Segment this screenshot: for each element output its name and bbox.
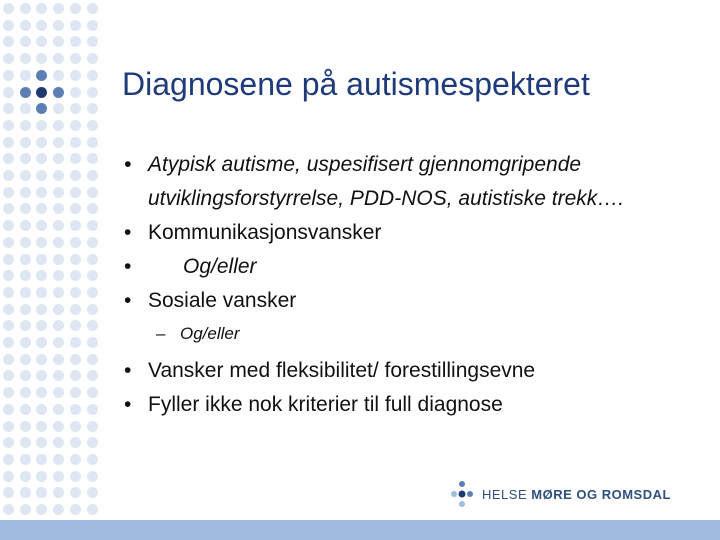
bullet-item: [118, 148, 698, 216]
pattern-dot: [3, 354, 14, 365]
pattern-dot: [3, 3, 14, 14]
pattern-dot: [87, 387, 98, 398]
pattern-dot: [36, 337, 47, 348]
pattern-dot: [20, 471, 31, 482]
pattern-dot: [70, 254, 81, 265]
pattern-dot: [70, 437, 81, 448]
pattern-dot: [53, 103, 64, 114]
pattern-dot: [70, 471, 81, 482]
pattern-dot: [36, 3, 47, 14]
pattern-dot: [3, 421, 14, 432]
pattern-dot: [3, 237, 14, 248]
pattern-dot: [87, 304, 98, 315]
pattern-dot: [70, 287, 81, 298]
pattern-dot: [70, 70, 81, 81]
pattern-dot: [70, 237, 81, 248]
pattern-dot: [53, 320, 64, 331]
pattern-dot: [87, 454, 98, 465]
pattern-dot: [53, 287, 64, 298]
pattern-dot: [3, 36, 14, 47]
pattern-dot: [53, 504, 64, 515]
logo-text: [482, 487, 671, 502]
pattern-dot: [87, 103, 98, 114]
pattern-dot: [70, 120, 81, 131]
pattern-dot: [20, 70, 31, 81]
bottom-bar: [0, 520, 720, 540]
pattern-dot: [53, 487, 64, 498]
bullet-item: [118, 284, 698, 318]
pattern-dot: [20, 487, 31, 498]
sub-bullet-item: [118, 320, 698, 348]
pattern-dot: [36, 103, 47, 114]
pattern-dot: [3, 220, 14, 231]
pattern-dot: [53, 53, 64, 64]
pattern-dot: [36, 203, 47, 214]
pattern-dot: [36, 137, 47, 148]
sub-bullet-mark: –: [156, 324, 166, 343]
pattern-dot: [20, 404, 31, 415]
pattern-dot: [87, 203, 98, 214]
slide-content: [118, 148, 698, 422]
pattern-dot: [70, 337, 81, 348]
pattern-dot: [3, 471, 14, 482]
pattern-dot: [36, 504, 47, 515]
pattern-dot: [36, 270, 47, 281]
pattern-dot: [70, 103, 81, 114]
pattern-dot: [87, 187, 98, 198]
pattern-dot: [87, 53, 98, 64]
pattern-dot: [36, 454, 47, 465]
pattern-dot: [87, 404, 98, 415]
pattern-dot: [53, 337, 64, 348]
pattern-dot: [20, 387, 31, 398]
pattern-dot: [36, 320, 47, 331]
pattern-dot: [53, 187, 64, 198]
pattern-dot: [53, 471, 64, 482]
bullet-item: [118, 388, 698, 422]
pattern-dot: [70, 370, 81, 381]
pattern-dot: [70, 320, 81, 331]
pattern-dot: [36, 387, 47, 398]
pattern-dot: [53, 421, 64, 432]
pattern-dot: [36, 471, 47, 482]
pattern-dot: [36, 70, 47, 81]
dot-pattern-decoration: [0, 0, 100, 520]
pattern-dot: [53, 370, 64, 381]
pattern-dot: [87, 254, 98, 265]
pattern-dot: [70, 187, 81, 198]
pattern-dot: [70, 504, 81, 515]
pattern-dot: [20, 287, 31, 298]
bullet-text: Og/eller: [183, 255, 257, 278]
pattern-dot: [70, 36, 81, 47]
pattern-dot: [87, 36, 98, 47]
pattern-dot: [53, 3, 64, 14]
pattern-dot: [20, 354, 31, 365]
bullet-item: [118, 250, 698, 284]
pattern-dot: [36, 153, 47, 164]
pattern-dot: [3, 53, 14, 64]
pattern-dot: [36, 287, 47, 298]
pattern-dot: [20, 237, 31, 248]
pattern-dot: [87, 471, 98, 482]
pattern-dot: [36, 170, 47, 181]
pattern-dot: [53, 304, 64, 315]
pattern-dot: [70, 53, 81, 64]
pattern-dot: [70, 304, 81, 315]
pattern-dot: [36, 254, 47, 265]
pattern-dot: [3, 304, 14, 315]
pattern-dot: [20, 504, 31, 515]
pattern-dot: [53, 387, 64, 398]
pattern-dot: [87, 320, 98, 331]
pattern-dot: [20, 87, 31, 98]
pattern-dot: [70, 87, 81, 98]
pattern-dot: [53, 354, 64, 365]
sub-bullet-text: Og/eller: [180, 324, 240, 343]
pattern-dot: [87, 354, 98, 365]
pattern-dot: [3, 270, 14, 281]
pattern-dot: [3, 20, 14, 31]
pattern-dot: [20, 53, 31, 64]
bullet-text: Fyller ikke nok kriterier til full diagnose: [148, 393, 503, 416]
logo-text-region: MØRE OG ROMSDAL: [531, 486, 671, 502]
pattern-dot: [87, 437, 98, 448]
pattern-dot: [20, 203, 31, 214]
pattern-dot: [87, 237, 98, 248]
slide-title: Diagnosene på autismespekteret: [122, 66, 590, 102]
pattern-dot: [20, 103, 31, 114]
pattern-dot: [87, 337, 98, 348]
pattern-dot: [3, 254, 14, 265]
pattern-dot: [53, 220, 64, 231]
logo-text-helse: HELSE: [482, 486, 532, 502]
pattern-dot: [3, 387, 14, 398]
bullet-item: [118, 354, 698, 388]
pattern-dot: [3, 370, 14, 381]
pattern-dot: [87, 504, 98, 515]
pattern-dot: [36, 404, 47, 415]
pattern-dot: [36, 437, 47, 448]
pattern-dot: [70, 20, 81, 31]
pattern-dot: [3, 504, 14, 515]
pattern-dot: [70, 203, 81, 214]
pattern-dot: [20, 437, 31, 448]
pattern-dot: [53, 454, 64, 465]
pattern-dot: [20, 120, 31, 131]
pattern-dot: [70, 454, 81, 465]
pattern-dot: [70, 153, 81, 164]
pattern-dot: [20, 3, 31, 14]
pattern-dot: [70, 487, 81, 498]
pattern-dot: [3, 454, 14, 465]
bullet-text: Vansker med fleksibilitet/ forestillingsevne: [148, 359, 536, 382]
pattern-dot: [70, 387, 81, 398]
pattern-dot: [87, 20, 98, 31]
bullet-mark: •: [124, 153, 132, 176]
pattern-dot: [87, 70, 98, 81]
pattern-dot: [53, 437, 64, 448]
pattern-dot: [70, 170, 81, 181]
pattern-dot: [87, 270, 98, 281]
pattern-dot: [53, 203, 64, 214]
pattern-dot: [36, 220, 47, 231]
pattern-dot: [87, 487, 98, 498]
bullet-text: Kommunikasjonsvansker: [148, 221, 382, 244]
pattern-dot: [70, 421, 81, 432]
pattern-dot: [53, 170, 64, 181]
pattern-dot: [87, 220, 98, 231]
bullet-text: Atypisk autisme, uspesifisert gjennomgripende utviklingsforstyrrelse, PDD-NOS, autistiske trekk….: [148, 153, 625, 210]
logo-dots-icon: [450, 480, 474, 508]
pattern-dot: [70, 3, 81, 14]
pattern-dot: [3, 437, 14, 448]
pattern-dot: [3, 187, 14, 198]
bullet-mark: •: [124, 289, 132, 312]
pattern-dot: [3, 70, 14, 81]
pattern-dot: [87, 3, 98, 14]
pattern-dot: [87, 87, 98, 98]
pattern-dot: [53, 120, 64, 131]
pattern-dot: [36, 370, 47, 381]
pattern-dot: [3, 320, 14, 331]
pattern-dot: [70, 404, 81, 415]
pattern-dot: [3, 137, 14, 148]
pattern-dot: [36, 120, 47, 131]
pattern-dot: [87, 170, 98, 181]
pattern-dot: [53, 153, 64, 164]
pattern-dot: [3, 203, 14, 214]
pattern-dot: [20, 454, 31, 465]
pattern-dot: [36, 421, 47, 432]
pattern-dot: [36, 187, 47, 198]
bullet-text: Sosiale vansker: [148, 289, 297, 312]
pattern-dot: [70, 220, 81, 231]
pattern-dot: [20, 337, 31, 348]
pattern-dot: [3, 170, 14, 181]
pattern-dot: [20, 137, 31, 148]
pattern-dot: [36, 354, 47, 365]
pattern-dot: [36, 304, 47, 315]
pattern-dot: [20, 421, 31, 432]
pattern-dot: [3, 103, 14, 114]
pattern-dot: [20, 320, 31, 331]
pattern-dot: [20, 187, 31, 198]
pattern-dot: [20, 220, 31, 231]
pattern-dot: [36, 20, 47, 31]
pattern-dot: [70, 270, 81, 281]
pattern-dot: [36, 87, 47, 98]
pattern-dot: [36, 487, 47, 498]
pattern-dot: [70, 354, 81, 365]
pattern-dot: [3, 287, 14, 298]
pattern-dot: [53, 137, 64, 148]
pattern-dot: [87, 287, 98, 298]
pattern-dot: [20, 370, 31, 381]
pattern-dot: [53, 70, 64, 81]
pattern-dot: [3, 153, 14, 164]
pattern-dot: [20, 254, 31, 265]
pattern-dot: [87, 153, 98, 164]
bullet-mark: •: [124, 359, 132, 382]
pattern-dot: [87, 137, 98, 148]
bullet-mark: •: [124, 255, 132, 278]
pattern-dot: [20, 170, 31, 181]
helse-more-og-romsdal-logo: [450, 478, 671, 510]
pattern-dot: [3, 87, 14, 98]
pattern-dot: [3, 337, 14, 348]
pattern-dot: [53, 270, 64, 281]
pattern-dot: [3, 120, 14, 131]
bullet-mark: •: [124, 221, 132, 244]
pattern-dot: [87, 120, 98, 131]
pattern-dot: [3, 487, 14, 498]
pattern-dot: [87, 370, 98, 381]
pattern-dot: [20, 153, 31, 164]
pattern-dot: [53, 36, 64, 47]
pattern-dot: [20, 304, 31, 315]
pattern-dot: [20, 20, 31, 31]
pattern-dot: [70, 137, 81, 148]
pattern-dot: [53, 237, 64, 248]
pattern-dot: [20, 270, 31, 281]
bullet-item: [118, 216, 698, 250]
bullet-mark: •: [124, 393, 132, 416]
pattern-dot: [3, 404, 14, 415]
pattern-dot: [36, 53, 47, 64]
pattern-dot: [53, 404, 64, 415]
pattern-dot: [20, 36, 31, 47]
pattern-dot: [53, 87, 64, 98]
pattern-dot: [87, 421, 98, 432]
pattern-dot: [36, 237, 47, 248]
pattern-dot: [53, 254, 64, 265]
pattern-dot: [36, 36, 47, 47]
pattern-dot: [53, 20, 64, 31]
